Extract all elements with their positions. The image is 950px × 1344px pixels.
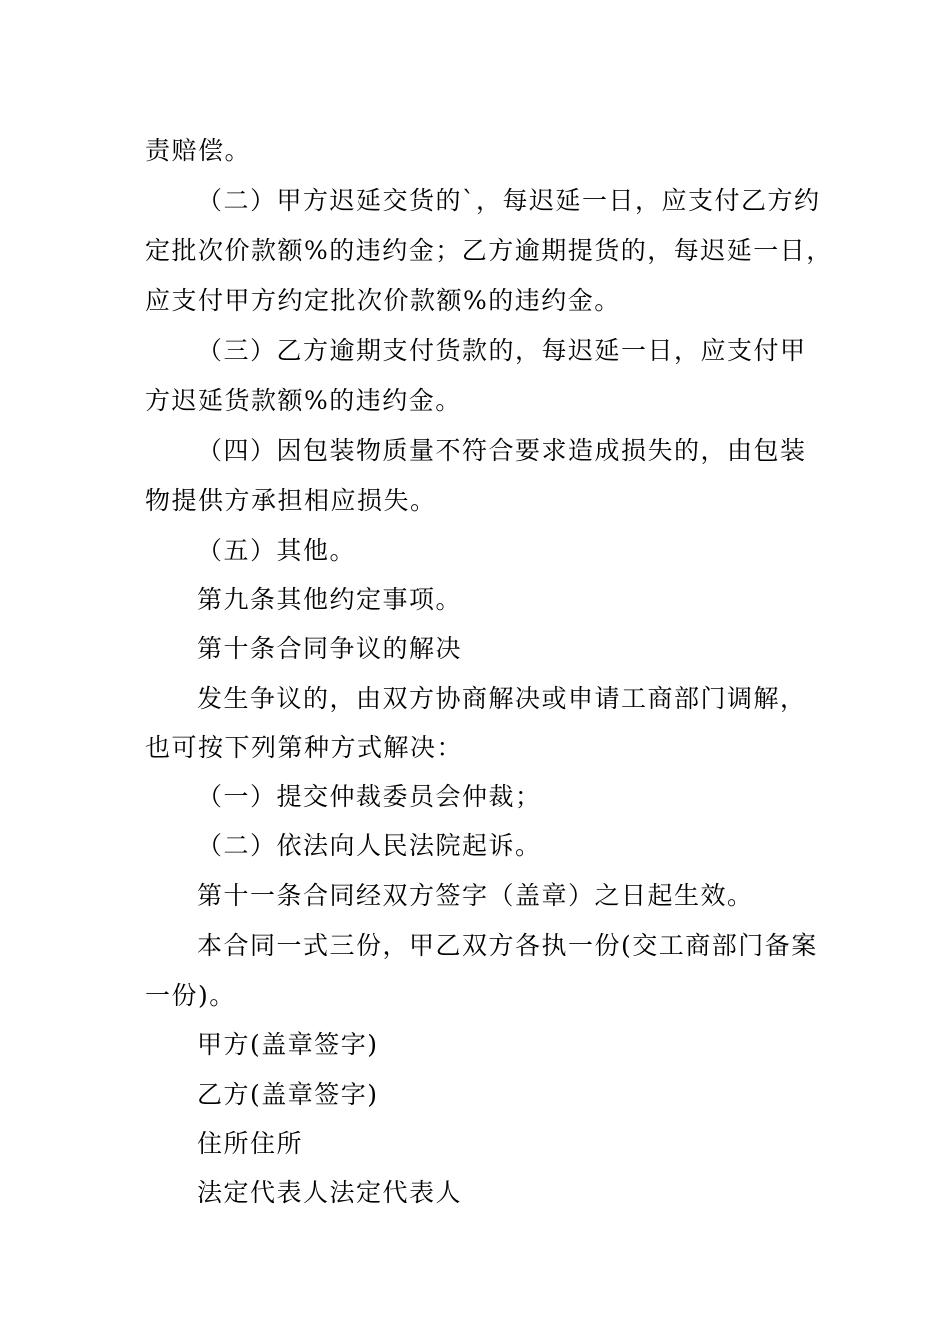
text-line: 第十条合同争议的解决: [197, 634, 463, 663]
text-line: 应支付甲方约定批次价款额%的违约金。: [145, 286, 621, 315]
document-page: [145, 0, 833, 1344]
text-line: 责赔偿。: [145, 136, 252, 165]
text-line: 也可按下列第种方式解决：: [145, 733, 464, 762]
text-line: 第十一条合同经双方签字（盖章）之日起生效。: [197, 881, 754, 910]
text-line: 第九条其他约定事项。: [197, 585, 463, 614]
text-line: （五）其他。: [197, 536, 357, 565]
text-line: 乙方(盖章签字): [197, 1080, 379, 1109]
text-line: （一）提交仲裁委员会仲裁；: [197, 782, 542, 811]
text-line: 方迟延货款额%的违约金。: [145, 386, 462, 415]
text-line: 一份)。: [145, 981, 236, 1010]
text-line: 本合同一式三份，甲乙双方各执一份(交工商部门备案: [197, 931, 818, 960]
text-line: （三）乙方逾期支付货款的，每迟延一日，应支付甲: [197, 336, 807, 365]
text-line: 住所住所: [197, 1129, 304, 1158]
text-line: （二）甲方迟延交货的`，每迟延一日，应支付乙方约: [197, 186, 821, 215]
text-line: 甲方(盖章签字): [197, 1030, 379, 1059]
text-line: 定批次价款额%的违约金；乙方逾期提货的，每迟延一日，: [145, 236, 833, 265]
text-line: （四）因包装物质量不符合要求造成损失的，由包装: [197, 436, 807, 465]
text-line: 发生争议的，由双方协商解决或申请工商部门调解，: [197, 684, 807, 713]
text-line: （二）依法向人民法院起诉。: [197, 831, 542, 860]
text-line: 法定代表人法定代表人: [197, 1178, 463, 1207]
text-line: 物提供方承担相应损失。: [145, 486, 437, 515]
